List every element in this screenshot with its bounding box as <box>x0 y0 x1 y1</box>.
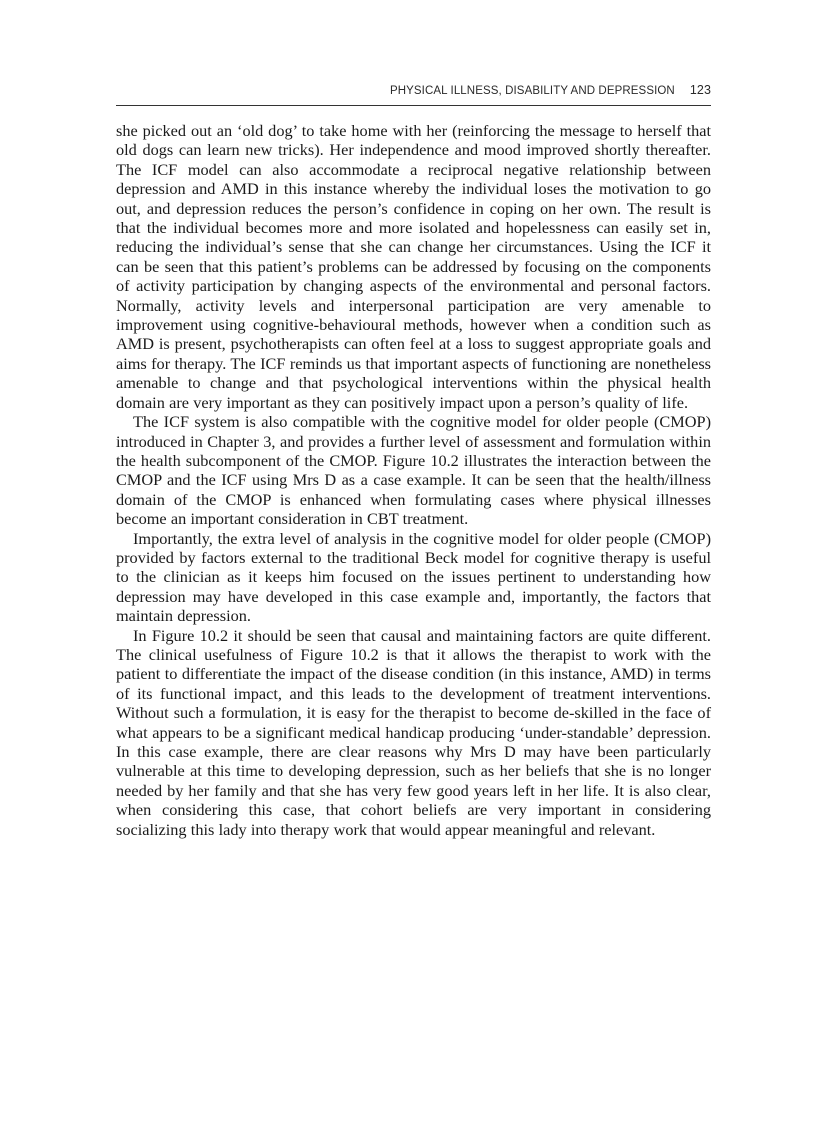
body-text <box>116 121 711 839</box>
running-head-title: PHYSICAL ILLNESS, DISABILITY AND DEPRESSION <box>389 85 675 97</box>
paragraph-figure-discussion: In Figure 10.2 it should be seen that causal and maintaining factors are quite different. The clinical usefulness of Figure 10.2 is that it allows the therapist to work with the patient to differentiate the impact of the disease condition (in this instance, AMD) in terms of its functional impact, and this leads to the development of treatment interventions. Without such a formulation, it is easy for the therapist to become de-skilled in the face of what appears to be a significant medical handicap producing ‘under-standable’ depression. In this case example, there are clear reasons why Mrs D may have been particularly vulnerable at this time to developing depression, such as her beliefs that she is no longer needed by her family and that she has very few good years left in her life. It is also clear, when considering this case, that cohort beliefs are very important in considering socializing this lady into therapy work that would appear meaningful and relevant. <box>116 625 711 839</box>
paragraph-analysis: Importantly, the extra level of analysis in the cognitive model for older people (CMOP) provided by factors external to the traditional Beck model for cognitive therapy is useful to the clinician as it keeps him focused on the issues pertinent to understanding how depression may have developed in this case example and, importantly, the factors that maintain depression. <box>116 528 711 626</box>
paragraph-icf-cmop: The ICF system is also compatible with the cognitive model for older people (CMOP) introduced in Chapter 3, and provides a further level of assessment and formulation within the health subcomponent of the CMOP. Figure 10.2 illustrates the interaction between the CMOP and the ICF using Mrs D as a case example. It can be seen that the health/illness domain of the CMOP is enhanced when formulating cases where physical illnesses become an important consideration in CBT treatment. <box>116 412 711 529</box>
running-head <box>116 83 711 101</box>
page-number: 123 <box>689 83 711 97</box>
header-rule <box>116 105 711 106</box>
paragraph-continued: she picked out an ‘old dog’ to take home with her (reinforcing the message to herself that old dogs can learn new tricks). Her independence and mood improved shortly thereafter. The ICF model can also accommodate a reciprocal negative relationship between depression and AMD in this instance whereby the individual loses the motivation to go out, and depression reduces the person’s confidence in coping on her own. The result is that the individual becomes more and more isolated and hopelessness can easily set in, reducing the individual’s sense that she can change her circumstances. Using the ICF it can be seen that this patient’s problems can be addressed by focusing on the components of activity participation by changing aspects of the environmental and personal factors. Normally, activity levels and interpersonal participation are very amenable to improvement using cognitive-behavioural methods, however when a condition such as AMD is present, psychotherapists can often feel at a loss to suggest appropriate goals and aims for therapy. The ICF reminds us that important aspects of functioning are nonetheless amenable to change and that psychological interventions within the physical health domain are very important as they can positively impact upon a person’s quality of life. <box>116 121 711 412</box>
